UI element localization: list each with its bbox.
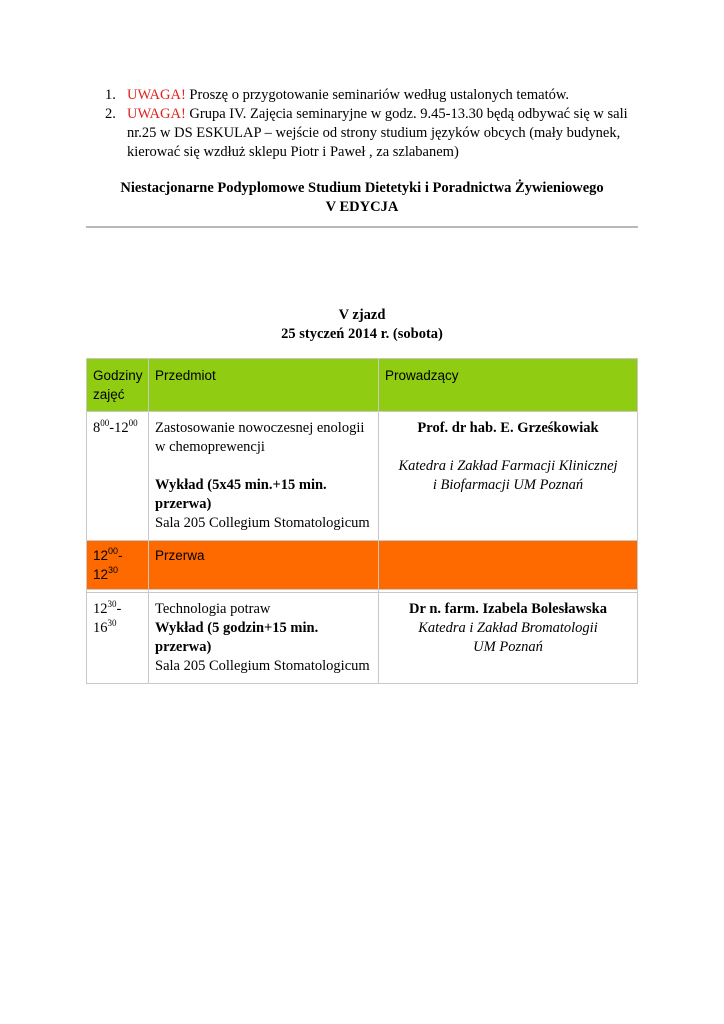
header-subject: Przedmiot	[149, 359, 379, 412]
note-text: Proszę o przygotowanie seminariów według ustalonych tematów.	[185, 87, 570, 103]
time-start: 8	[93, 420, 101, 436]
time-start-min: 00	[108, 546, 119, 556]
time-end: 12	[93, 567, 109, 582]
time-separator: -	[116, 601, 122, 617]
time-start-min: 00	[100, 418, 110, 428]
time-start-min: 30	[107, 599, 117, 609]
table-header-row	[87, 359, 638, 412]
session-date: 25 styczeń 2014 r. (sobota)	[281, 326, 443, 342]
break-row	[87, 541, 638, 590]
lecture-format: Wykład (5 godzin+15 min. przerwa)	[155, 620, 319, 655]
heading-line-2: V EDYCJA	[325, 199, 399, 215]
break-empty	[379, 541, 638, 590]
lecture-format: Wykład (5x45 min.+15 min. przerwa)	[155, 477, 327, 512]
lecturer-department-cont: UM Poznań	[473, 639, 543, 655]
room: Sala 205 Collegium Stomatologicum	[155, 658, 370, 674]
warning-label: UWAGA!	[127, 106, 186, 122]
divider	[86, 226, 638, 228]
subject-cell	[149, 412, 379, 541]
time-end: 12	[114, 420, 129, 436]
time-end-min: 30	[107, 618, 117, 628]
time-end: 16	[93, 620, 108, 636]
note-number: 1.	[105, 87, 116, 103]
lecturer-department-cont: i Biofarmacji UM Poznań	[432, 477, 584, 493]
note-item	[105, 86, 645, 105]
subject-title: Technologia potraw	[155, 601, 271, 617]
lecturer-name: Dr n. farm. Izabela Bolesławska	[409, 601, 607, 617]
lecturer-cell	[379, 593, 638, 684]
subject-title-cont: w chemoprewencji	[155, 439, 265, 455]
lecturer-name: Prof. dr hab. E. Grześkowiak	[417, 420, 599, 436]
heading-line-1: Niestacjonarne Podyplomowe Studium Dietetyki i Poradnictwa Żywieniowego	[120, 180, 604, 196]
subject-cell	[149, 593, 379, 684]
lecturer-department: Katedra i Zakład Farmacji Klinicznej	[398, 458, 618, 474]
time-cell	[87, 412, 149, 541]
header-hours: Godziny zajęć	[87, 359, 149, 412]
time-start: 12	[93, 548, 109, 563]
time-separator: -	[118, 548, 123, 563]
subject-title: Zastosowanie nowoczesnej enologii	[155, 420, 365, 436]
document-heading	[86, 179, 638, 217]
break-label: Przerwa	[149, 541, 379, 590]
table-row	[87, 593, 638, 684]
lecturer-department: Katedra i Zakład Bromatologii	[418, 620, 598, 636]
time-cell	[87, 593, 149, 684]
time-end-min: 00	[128, 418, 138, 428]
break-time	[87, 541, 149, 590]
time-start: 12	[93, 601, 108, 617]
lecturer-cell	[379, 412, 638, 541]
schedule-table	[86, 358, 638, 684]
notes-list	[105, 86, 645, 162]
warning-label: UWAGA!	[127, 87, 186, 103]
note-number: 2.	[105, 106, 116, 122]
table-row	[87, 412, 638, 541]
time-end-min: 30	[108, 565, 119, 575]
note-item	[105, 105, 645, 162]
note-text: Grupa IV. Zajęcia seminaryjne w godz. 9.45-13.30 będą odbywać się w sali nr.25 w DS ESKULAP – wejście od strony studium języków obcych (mały budynek, kierować się wzdłuż sklepu Piotr i Paweł , za szlabanem)	[127, 106, 628, 160]
session-title: V zjazd	[338, 307, 386, 323]
header-lecturer: Prowadzący	[379, 359, 638, 412]
time-separator: -	[109, 420, 115, 436]
session-heading	[86, 306, 638, 344]
room: Sala 205 Collegium Stomatologicum	[155, 515, 370, 531]
